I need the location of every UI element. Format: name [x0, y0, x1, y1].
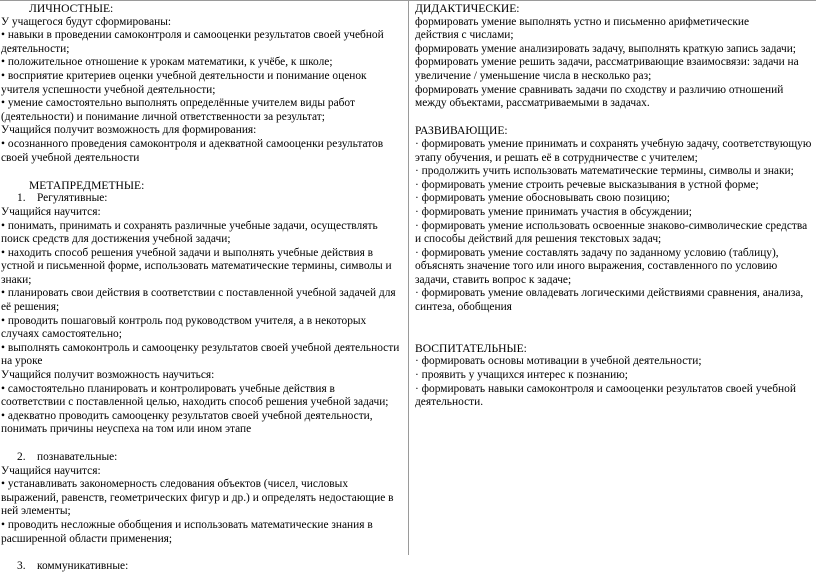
- personal-heading: ЛИЧНОСТНЫЕ:: [29, 2, 114, 15]
- cognitive-number: 2.: [17, 451, 26, 463]
- text-line: Учащийся получит возможность научиться:: [1, 369, 215, 382]
- text-line: задачи, ставить вопрос к задаче;: [415, 273, 572, 286]
- text-line: объяснять значение того или иного выражения, составленного по условию: [415, 260, 778, 273]
- text-line: · формировать умение овладевать логическими действиями сравнения, анализа,: [415, 287, 804, 300]
- text-line: формировать умение решить задачи, рассматривающие взаимосвязи: задачи на: [415, 56, 799, 69]
- regulative-title: Регулятивные:: [37, 192, 108, 205]
- cognitive-lines: [1, 465, 408, 547]
- didactic-lines: [415, 16, 816, 111]
- text-line: · проявить у учащихся интерес к познанию;: [415, 369, 628, 382]
- text-line: • проводить несложные обобщения и использовать математические знания в: [1, 518, 373, 531]
- spacer: [1, 546, 408, 560]
- regulative-heading: [1, 192, 408, 206]
- text-line: понимать причины неуспеха на том или ином этапе: [1, 423, 252, 436]
- text-line: синтеза, обобщения: [415, 301, 512, 314]
- text-line: • умение самостоятельно выполнять определённые учителем виды работ: [1, 97, 355, 110]
- developing-heading: РАЗВИВАЮЩИЕ:: [415, 124, 508, 138]
- text-line: учителя успешности учебной деятельности;: [1, 83, 216, 96]
- spacer: [1, 437, 408, 451]
- text-line: • самостоятельно планировать и контролировать учебные действия в: [1, 382, 335, 395]
- text-line: • положительное отношение к урокам математики, к учёбе, к школе;: [1, 56, 333, 69]
- text-line: · формировать умение строить речевые высказывания в устной форме;: [415, 178, 759, 191]
- left-column: [0, 1, 409, 573]
- text-line: · формировать умение обосновывать свою позицию;: [415, 192, 670, 205]
- text-line: случаях самостоятельно;: [1, 328, 122, 341]
- educational-lines: [415, 355, 816, 409]
- text-line: действия с числами;: [415, 29, 514, 42]
- spacer: [415, 315, 816, 329]
- communicative-title: коммуникативные:: [37, 560, 129, 573]
- text-line: • выполнять самоконтроль и самооценку результатов своей учебной деятельности: [1, 341, 400, 354]
- text-line: расширенной области применения;: [1, 532, 173, 545]
- text-line: • планировать свои действия в соответствии с поставленной учебной задачей для: [1, 287, 396, 300]
- text-line: формировать умение анализировать задачу, выполнять краткую запись задачи;: [415, 42, 796, 55]
- text-line: соответствии с поставленной целью, находить способ решения учебной задачи;: [1, 396, 389, 409]
- text-line: этапу обучения, и решать её в сотрудничестве с учителем;: [415, 151, 698, 164]
- personal-lines: [1, 16, 408, 166]
- text-line: своей учебной деятельности: [1, 151, 140, 164]
- text-line: • осознанного проведения самоконтроля и адекватной самооценки результатов: [1, 137, 384, 150]
- text-line: · формировать умение использовать освоенные знаково-символические средства: [415, 219, 808, 232]
- text-line: • проводить пошаговый контроль под руководством учителя, а в некоторых: [1, 314, 367, 327]
- text-line: Учащийся научится:: [1, 464, 101, 477]
- cognitive-title: познавательные:: [37, 451, 118, 463]
- text-line: и способы действий для решения текстовых задач;: [415, 233, 662, 246]
- text-line: · формировать основы мотивации в учебной деятельности;: [415, 355, 702, 368]
- text-line: её решения;: [1, 301, 60, 314]
- cognitive-heading: [1, 451, 408, 465]
- text-line: на уроке: [1, 355, 43, 368]
- text-line: (деятельности) и понимание личной ответственности за результат;: [1, 110, 325, 123]
- communicative-number: 3.: [17, 560, 26, 573]
- text-line: • находить способ решения учебной задачи и выполнять учебные действия в: [1, 246, 374, 259]
- text-line: поиск средств для достижения учебной задачи;: [1, 233, 231, 246]
- regulative-number: 1.: [17, 192, 26, 205]
- text-line: · формировать умение принимать участия в обсуждении;: [415, 205, 692, 218]
- didactic-heading: ДИДАКТИЧЕСКИЕ:: [415, 2, 520, 15]
- text-line: знаки;: [1, 273, 32, 286]
- text-line: увеличение / уменьшение числа в несколько раз;: [415, 69, 652, 82]
- spacer: [1, 165, 408, 179]
- text-line: • адекватно проводить самооценку результатов своей учебной деятельности,: [1, 409, 373, 422]
- text-line: · формировать умение составлять задачу по заданному условию (таблицу),: [415, 246, 779, 259]
- text-line: · формировать умение принимать и сохранять учебную задачу, соответствующую: [415, 137, 812, 150]
- text-line: деятельности;: [1, 42, 70, 55]
- spacer: [415, 328, 816, 342]
- text-line: · формировать навыки самоконтроля и самооценки результатов своей учебной: [415, 382, 796, 395]
- text-line: Учащийся получит возможность для формирования:: [1, 124, 257, 137]
- text-line: • устанавливать закономерность следования объектов (чисел, числовых: [1, 478, 349, 491]
- text-line: формировать умение сравнивать задачи по сходству и различию отношений: [415, 83, 784, 96]
- text-line: выражений, равенств, геометрических фигур и др.) и определять недостающие в: [1, 491, 394, 504]
- developing-lines: [415, 138, 816, 315]
- text-line: Учащийся научится:: [1, 205, 101, 218]
- text-line: • восприятие критериев оценки учебной деятельности и понимание оценок: [1, 69, 367, 82]
- meta-heading: МЕТАПРЕДМЕТНЫЕ:: [29, 178, 145, 192]
- right-column: [409, 1, 816, 555]
- text-line: деятельности.: [415, 396, 484, 409]
- text-line: формировать умение выполнять устно и письменно арифметические: [415, 15, 750, 28]
- text-line: • понимать, принимать и сохранять различные учебные задачи, осуществлять: [1, 219, 378, 232]
- text-line: • навыки в проведении самоконтроля и самооценки результатов своей учебной: [1, 29, 384, 42]
- regulative-lines: [1, 206, 408, 437]
- spacer: [415, 111, 816, 125]
- communicative-heading: [1, 560, 408, 574]
- text-line: ней элементы;: [1, 505, 71, 518]
- text-line: между объектами, рассматриваемыми в задачах.: [415, 97, 650, 110]
- educational-heading: ВОСПИТАТЕЛЬНЫЕ:: [415, 341, 527, 355]
- text-line: · продолжить учить использовать математические термины, символы и знаки;: [415, 165, 794, 178]
- text-line: устной и письменной форме, использовать математические термины, символы и: [1, 260, 392, 273]
- text-line: У учащегося будут сформированы:: [1, 15, 172, 28]
